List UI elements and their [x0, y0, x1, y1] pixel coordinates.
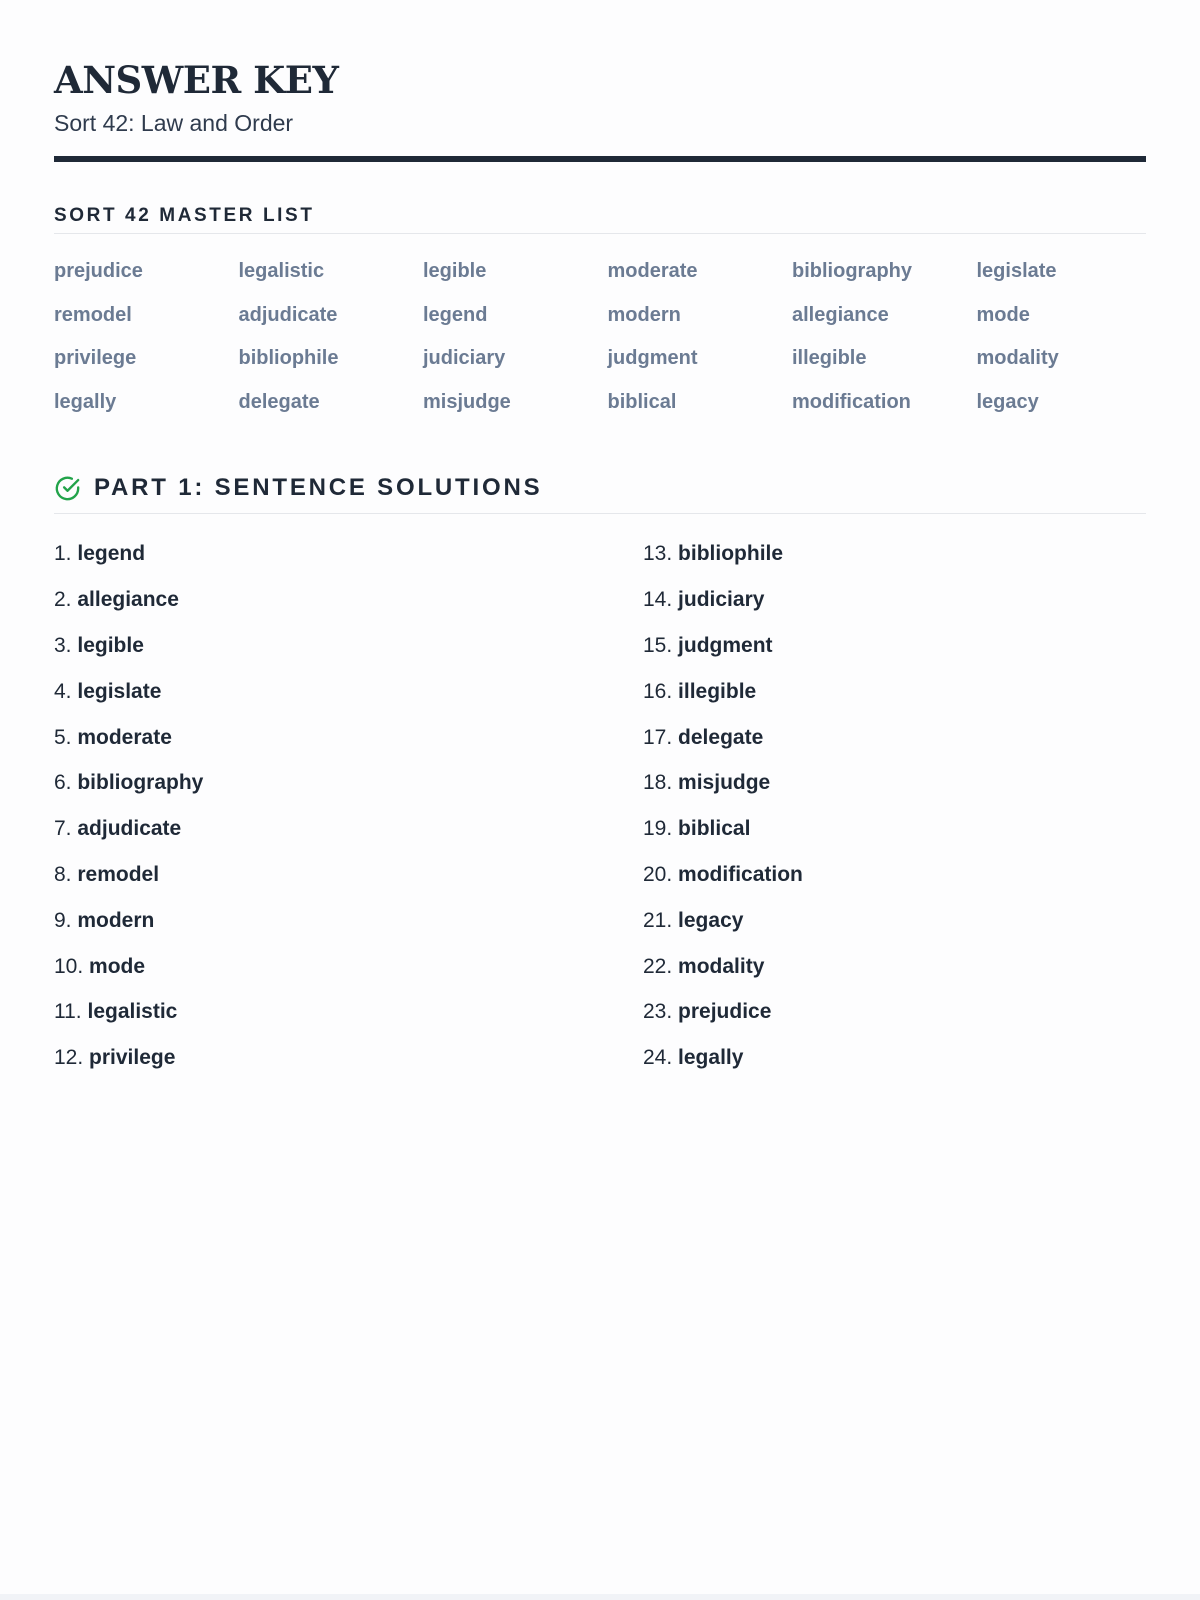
- solution-answer: remodel: [77, 862, 160, 886]
- master-list-word: modification: [792, 390, 911, 413]
- solution-item: [643, 631, 1146, 677]
- solution-answer: legalistic: [87, 1000, 178, 1024]
- solution-answer: biblical: [678, 817, 751, 841]
- solution-item: [54, 814, 643, 860]
- master-list-word: remodel: [54, 303, 132, 326]
- solution-answer: modality: [678, 954, 765, 978]
- solution-number: 2.: [54, 588, 72, 612]
- master-list-word: illegible: [792, 347, 867, 370]
- page-subtitle: Sort 42: Law and Order: [54, 110, 294, 136]
- solution-item: [643, 539, 1146, 585]
- solution-number: 16.: [643, 679, 673, 703]
- master-list-word: adjudicate: [238, 303, 338, 326]
- solution-item: [54, 906, 643, 952]
- solution-number: 17.: [643, 725, 673, 749]
- solution-item: [54, 631, 643, 677]
- solution-item: [643, 723, 1146, 769]
- solution-answer: judiciary: [678, 588, 765, 612]
- solution-number: 18.: [643, 771, 673, 795]
- solution-number: 4.: [54, 679, 72, 703]
- solution-answer: privilege: [89, 1046, 176, 1070]
- solution-item: [643, 906, 1146, 952]
- solution-answer: judgment: [678, 633, 773, 657]
- solution-item: [643, 814, 1146, 860]
- solution-item: [643, 1043, 1146, 1089]
- solution-number: 15.: [643, 633, 673, 657]
- master-list-word: bibliophile: [238, 347, 339, 370]
- master-list-word: modern: [607, 303, 681, 326]
- header-divider: [54, 156, 1146, 162]
- solution-number: 10.: [54, 954, 84, 978]
- master-list-word: delegate: [238, 390, 320, 413]
- master-list-word: judiciary: [423, 347, 506, 370]
- solution-item: [54, 952, 643, 998]
- solution-answer: bibliography: [77, 771, 204, 795]
- solution-number: 9.: [54, 908, 72, 932]
- solution-item: [643, 677, 1146, 723]
- solution-answer: legible: [77, 633, 144, 657]
- solution-number: 11.: [54, 1000, 82, 1024]
- solution-item: [643, 585, 1146, 631]
- master-list-word: legacy: [976, 390, 1039, 413]
- master-list-heading: SORT 42 MASTER LIST: [54, 205, 1146, 234]
- master-list-word: privilege: [54, 347, 137, 370]
- page-title: ANSWER KEY: [54, 58, 339, 102]
- master-list-word: judgment: [607, 347, 698, 370]
- solution-item: [54, 723, 643, 769]
- master-list-word: moderate: [607, 260, 698, 282]
- solution-item: [54, 585, 643, 631]
- solution-number: 5.: [54, 725, 72, 749]
- solution-answer: legacy: [678, 908, 744, 932]
- solution-item: [643, 860, 1146, 906]
- part1-heading: PART 1: SENTENCE SOLUTIONS: [94, 474, 543, 502]
- solution-number: 19.: [643, 817, 673, 841]
- solution-number: 23.: [643, 1000, 673, 1024]
- solution-number: 1.: [54, 542, 72, 566]
- solution-answer: misjudge: [678, 771, 771, 795]
- master-list-word: legend: [423, 303, 488, 326]
- solution-answer: legend: [77, 542, 146, 566]
- solution-item: [643, 952, 1146, 998]
- solution-answer: bibliophile: [678, 542, 784, 566]
- master-list-word: biblical: [607, 390, 677, 413]
- solution-number: 6.: [54, 771, 72, 795]
- solution-number: 12.: [54, 1046, 84, 1070]
- solution-number: 22.: [643, 954, 673, 978]
- solution-number: 7.: [54, 817, 72, 841]
- solutions-list: [54, 539, 1146, 1089]
- master-list-word: misjudge: [423, 390, 511, 413]
- master-list-word: mode: [976, 303, 1030, 326]
- solution-answer: allegiance: [77, 588, 179, 612]
- solution-answer: modern: [77, 908, 155, 932]
- solution-item: [54, 677, 643, 723]
- check-circle-icon: [54, 475, 81, 502]
- solution-answer: moderate: [77, 725, 172, 749]
- solution-answer: prejudice: [678, 1000, 772, 1024]
- master-list-word: legally: [54, 390, 117, 413]
- master-list-word: allegiance: [792, 303, 889, 326]
- solution-answer: illegible: [678, 679, 757, 703]
- solution-item: [54, 1043, 643, 1089]
- solution-answer: legislate: [77, 679, 162, 703]
- solution-number: 8.: [54, 862, 72, 886]
- solution-item: [643, 997, 1146, 1043]
- solution-number: 13.: [643, 542, 673, 566]
- solution-answer: delegate: [678, 725, 764, 749]
- solution-number: 14.: [643, 588, 673, 612]
- master-list-word: modality: [976, 347, 1059, 370]
- solution-item: [54, 539, 643, 585]
- solution-number: 21.: [643, 908, 673, 932]
- part1-heading-row: [54, 473, 1146, 514]
- solution-item: [54, 768, 643, 814]
- master-list-grid: [54, 256, 1146, 430]
- solution-item: [643, 768, 1146, 814]
- master-list-word: legislate: [976, 260, 1057, 282]
- solution-answer: modification: [678, 862, 803, 886]
- master-list-word: bibliography: [792, 260, 912, 282]
- master-list-word: prejudice: [54, 260, 143, 282]
- solution-number: 24.: [643, 1046, 673, 1070]
- solution-number: 20.: [643, 862, 673, 886]
- solution-item: [54, 997, 643, 1043]
- solution-answer: legally: [678, 1046, 744, 1070]
- master-list-word: legalistic: [238, 260, 325, 282]
- solution-answer: adjudicate: [77, 817, 182, 841]
- master-list-word: legible: [423, 260, 487, 282]
- solution-item: [54, 860, 643, 906]
- solution-answer: mode: [89, 954, 146, 978]
- solution-number: 3.: [54, 633, 72, 657]
